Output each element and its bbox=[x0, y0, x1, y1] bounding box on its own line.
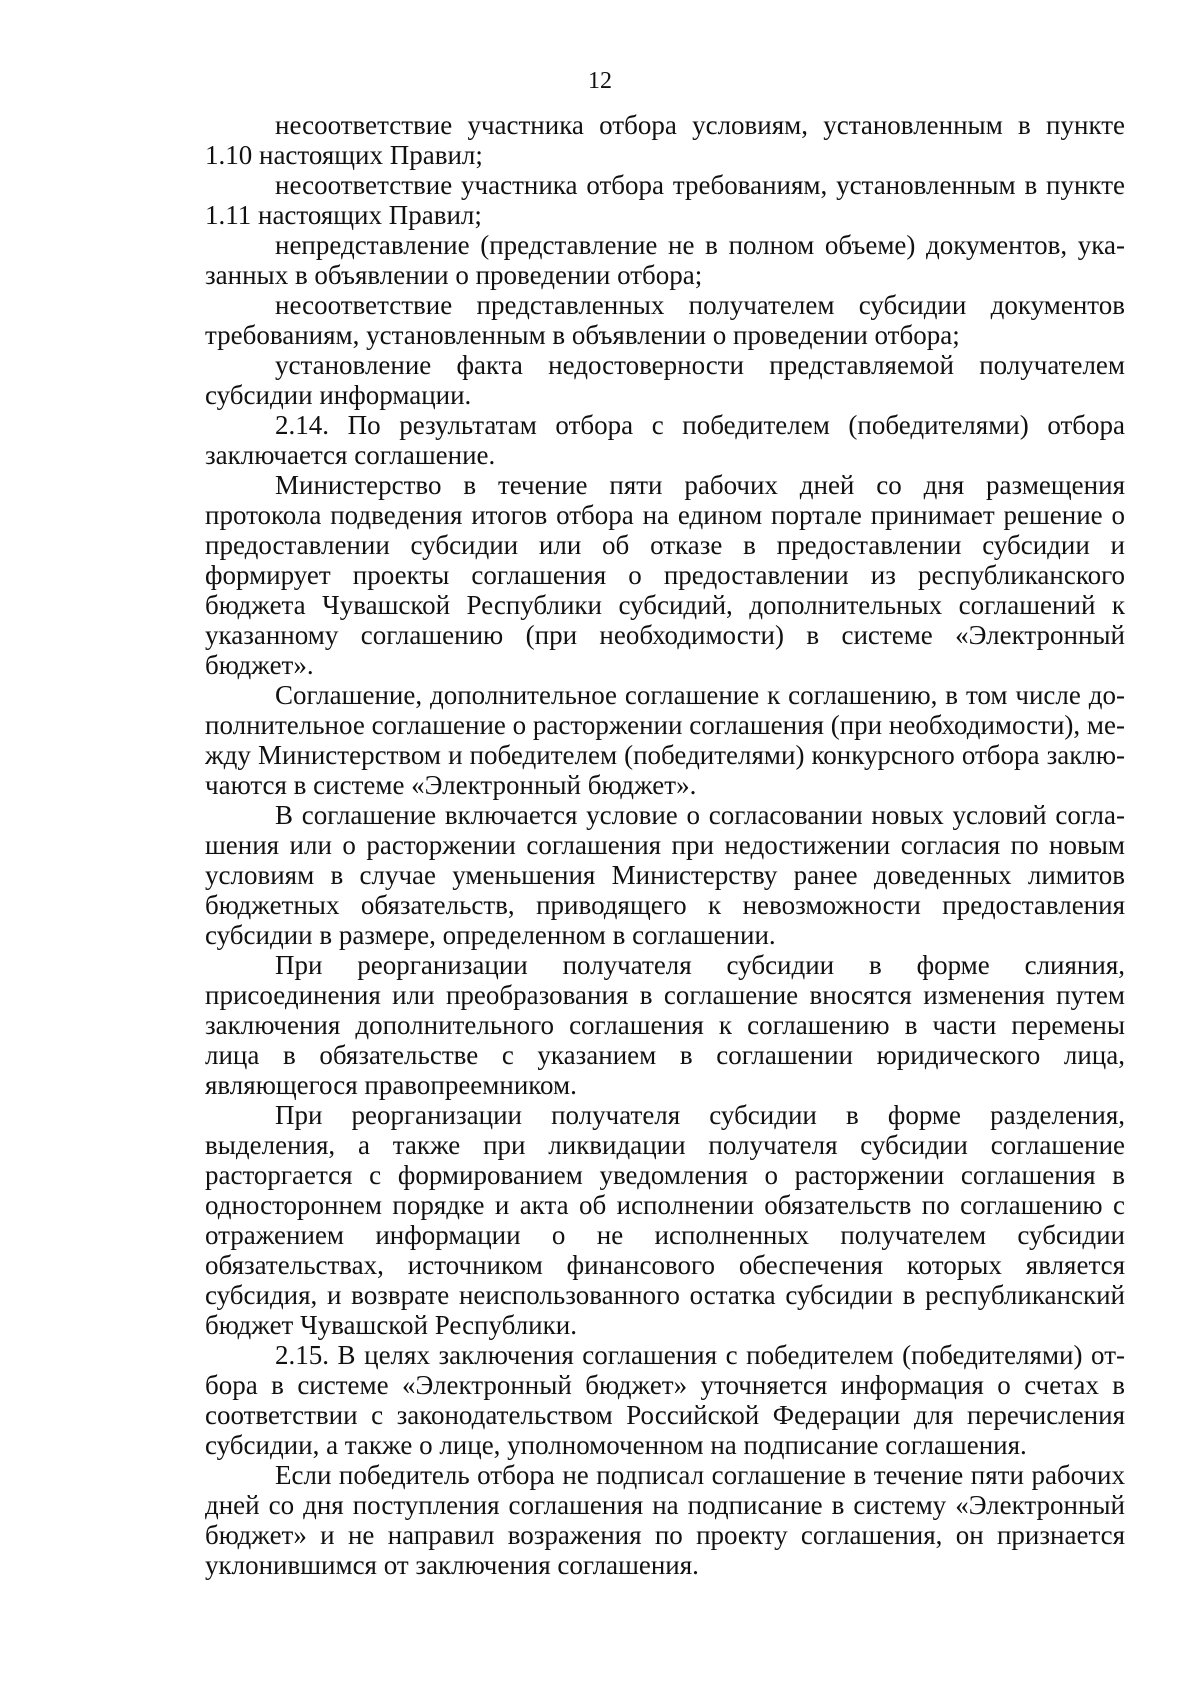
paragraph-7: Министерство в течение пяти рабочих дней со дня размещения протокола подведения итогов отбора на едином портале принимает решение о предоставлении субсидии или об отказе в предоставлении субсидии и формирует проекты соглашения о предоставлении из республиканского бюджета Чувашской Республики субсидий, дополнительных соглашений к указанному соглашению (при необходимости) в системе «Электронный бюджет». bbox=[205, 470, 1125, 680]
paragraph-1: несоответствие участника отбора условиям, установленным в пункте 1.10 настоящих Правил; bbox=[205, 110, 1125, 170]
paragraph-8: Соглашение, дополнительное соглашение к соглашению, в том числе дополнительное соглашение о расторжении соглашения (при необходимости), между Министерством и победителем (победителями) конкурсного отбора заключаются в системе «Электронный бюджет». bbox=[205, 680, 1125, 800]
paragraph-3: непредставление (представление не в полном объеме) документов, указанных в объявлении о проведении отбора; bbox=[205, 230, 1125, 290]
page-number: 12 bbox=[588, 68, 612, 94]
paragraph-13: Если победитель отбора не подписал соглашение в течение пяти рабочих дней со дня поступления соглашения на подписание в систему «Электронный бюджет» и не направил возражения по проекту соглашения, он признается уклонившимся от заключения соглашения. bbox=[205, 1460, 1125, 1580]
paragraph-10: При реорганизации получателя субсидии в форме слияния, присоединения или преобразования в соглашение вносятся изменения путем заключения дополнительного соглашения к соглашению в части перемены лица в обязательстве с указанием в соглашении юридического лица, являющегося правопреемником. bbox=[205, 950, 1125, 1100]
paragraph-2: несоответствие участника отбора требованиям, установленным в пункте 1.11 настоящих Правил; bbox=[205, 170, 1125, 230]
paragraph-2-14: 2.14. По результатам отбора с победителем (победителями) отбора заключается соглашение. bbox=[205, 410, 1125, 470]
paragraph-4: несоответствие представленных получателем субсидии документов требованиям, установленным в объявлении о проведении отбора; bbox=[205, 290, 1125, 350]
paragraph-11: При реорганизации получателя субсидии в форме разделения, выделения, а также при ликвидации получателя субсидии соглашение расторгается с формированием уведомления о расторжении соглашения в одностороннем порядке и акта об исполнении обязательств по соглашению с отражением информации о не исполненных получателем субсидии обязательствах, источником финансового обеспечения которых является субсидия, и возврате неиспользованного остатка субсидии в республиканский бюджет Чувашской Республики. bbox=[205, 1100, 1125, 1340]
paragraph-2-15: 2.15. В целях заключения соглашения с победителем (победителями) отбора в системе «Электронный бюджет» уточняется информация о счетах в соответствии с законодательством Российской Федерации для перечисления субсидии, а также о лице, уполномоченном на подписание соглашения. bbox=[205, 1340, 1125, 1460]
paragraph-9: В соглашение включается условие о согласовании новых условий соглашения или о расторжении соглашения при недостижении согласия по новым условиям в случае уменьшения Министерству ранее доведенных лимитов бюджетных обязательств, приводящего к невозможности предоставления субсидии в размере, определенном в соглашении. bbox=[205, 800, 1125, 950]
document-body bbox=[205, 110, 1125, 1580]
paragraph-5: установление факта недостоверности представляемой получателем субсидии информации. bbox=[205, 350, 1125, 410]
